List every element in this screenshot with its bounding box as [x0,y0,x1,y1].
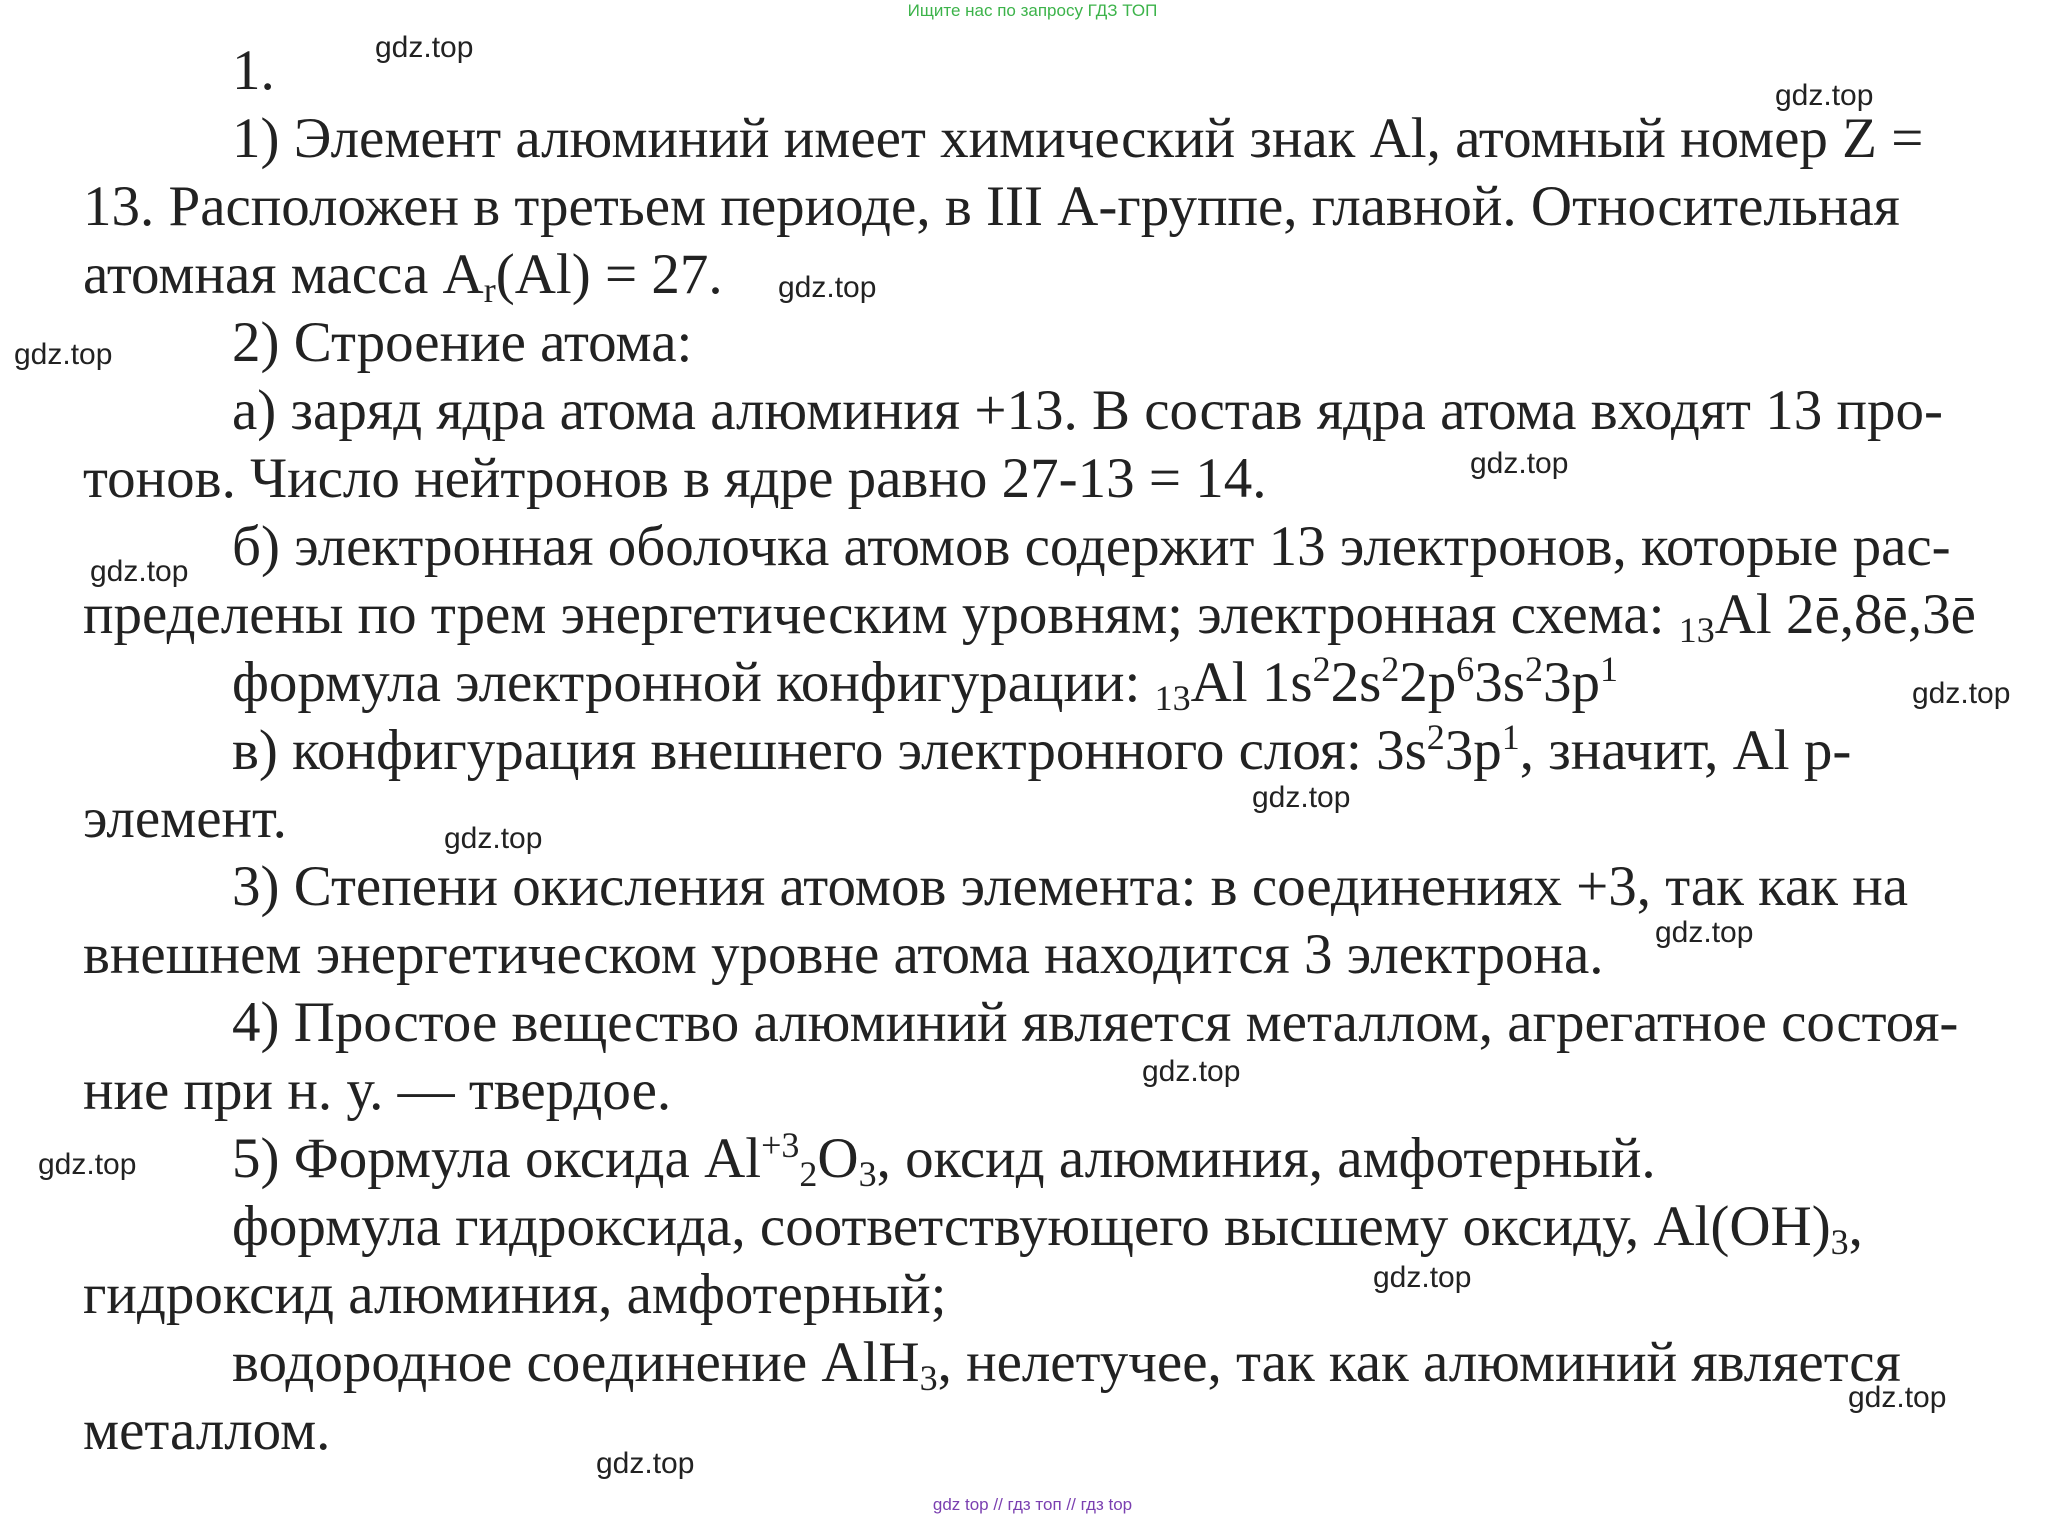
p5-line5: металлом. [83,1399,331,1462]
p2-b-l3-s3: 6 [1456,649,1475,690]
p2-c-line2: элемент. [83,787,287,850]
p5-l2-pre: формула гидроксида, соответствующего высшему оксиду, Al(OH) [232,1195,1831,1258]
p1-l3-sub: r [483,270,496,310]
p2-c-l1-s2: 1 [1501,717,1520,758]
p5-l1-post: , оксид алюминия, амфотерный. [876,1127,1656,1190]
p2-b-l3-t3: 2p [1399,651,1457,714]
p2-b-l2-sub: 13 [1678,610,1715,650]
p2-a-line1: а) заряд ядра атома алюминия +13. В состав ядра атома входят 13 про- [232,379,1943,442]
watermark: gdz.top [14,338,113,371]
watermark: gdz.top [1142,1055,1241,1088]
p2-b-l3-t4: 3s [1474,651,1525,714]
p2-b-l3-s5: 1 [1599,649,1618,690]
bottom-banner-part: гдз top [1080,1495,1133,1514]
p5-l1-sub2: 3 [858,1154,877,1194]
watermark: gdz.top [90,555,189,588]
watermark: gdz.top [778,271,877,304]
p5-l1-pre: 5) Формула оксида Al [232,1127,762,1190]
p2-b-l3-t5: 3p [1542,651,1600,714]
p2-b-l3-sub: 13 [1154,678,1191,718]
p5-line3: гидроксид алюминия, амфотерный; [83,1263,947,1326]
p5-l2-sub: 3 [1830,1222,1849,1262]
bottom-banner-separator: // [993,1495,1003,1514]
p2-b-line1: б) электронная оболочка атомов содержит 13 электронов, которые рас- [232,515,1951,578]
p5-l2-post: , [1848,1195,1863,1258]
p1-line3 [83,242,723,308]
p4-line2: ние при н. у. — твердое. [83,1059,672,1122]
p5-l1-mid: O [817,1127,859,1190]
p2-title: 2) Строение атома: [232,311,693,374]
p2-a-line2: тонов. Число нейтронов в ядре равно 27-13 = 14. [83,447,1267,510]
p2-b-l3-t1: Al 1s [1190,651,1313,714]
p5-l1-sup: +3 [761,1125,800,1166]
p5-line2 [232,1194,1863,1260]
watermark: gdz.top [375,31,474,64]
p2-b-l3-pre: формула электронной конфигурации: [232,651,1155,714]
watermark: gdz.top [596,1447,695,1480]
p2-b-line3 [232,650,1618,716]
p2-b-l2-pre: пределены по трем энергетическим уровням; электронная схема: [83,583,1679,646]
p1-line2: 13. Расположен в третьем периоде, в III А-группе, главной. Относительная [83,175,1900,238]
watermark: gdz.top [1252,781,1351,814]
p2-b-l3-s4: 2 [1524,649,1543,690]
p5-line4 [232,1330,1901,1396]
bottom-banner-part: гдз топ [1007,1495,1062,1514]
p5-l1-sub: 2 [799,1154,818,1194]
p1-line1: 1) Элемент алюминий имеет химический знак Al, атомный номер Z = [232,107,1924,170]
p2-c-l1-pre: в) конфигурация внешнего электронного слоя: 3s [232,719,1427,782]
watermark: gdz.top [444,822,543,855]
task-number: 1. [232,39,275,102]
watermark: gdz.top [1470,447,1569,480]
watermark: gdz.top [1655,916,1754,949]
p5-l4-post: , нелетучее, так как алюминий является [937,1331,1901,1394]
p4-line1: 4) Простое вещество алюминий является металлом, агрегатное состоя- [232,991,1959,1054]
p5-line1 [232,1126,1656,1192]
top-banner [0,0,2065,22]
watermark: gdz.top [1848,1381,1947,1414]
p2-c-l1-t2: 3p [1444,719,1502,782]
watermark: gdz.top [1373,1261,1472,1294]
p2-b-l2-post: Al 2ē,8ē,3ē [1714,583,1976,646]
bottom-banner-part: gdz top [932,1495,989,1514]
p5-l4-pre: водородное соединение AlH [232,1331,920,1394]
watermark: gdz.top [38,1148,137,1181]
p5-l4-sub: 3 [919,1358,938,1398]
bottom-banner [0,1494,2065,1516]
p1-l3-post: (Al) = 27. [495,243,723,306]
p2-c-l1-post: , значит, Al p- [1519,719,1852,782]
p2-b-l3-s2: 2 [1381,649,1400,690]
p2-b-l3-s1: 2 [1312,649,1331,690]
top-banner-text: Ищите нас по запросу ГДЗ ТОП [907,1,1158,20]
p3-line2: внешнем энергетическом уровне атома находится 3 электрона. [83,923,1604,986]
bottom-banner-separator: // [1066,1495,1076,1514]
p2-b-line2 [83,582,1976,648]
watermark: gdz.top [1775,79,1874,112]
p2-c-line1 [232,718,1851,784]
watermark: gdz.top [1912,677,2011,710]
p3-line1: 3) Степени окисления атомов элемента: в соединениях +3, так как на [232,855,1909,918]
p2-c-l1-s1: 2 [1426,717,1445,758]
p2-b-l3-t2: 2s [1330,651,1382,714]
p1-l3-pre: атомная масса A [83,243,484,306]
